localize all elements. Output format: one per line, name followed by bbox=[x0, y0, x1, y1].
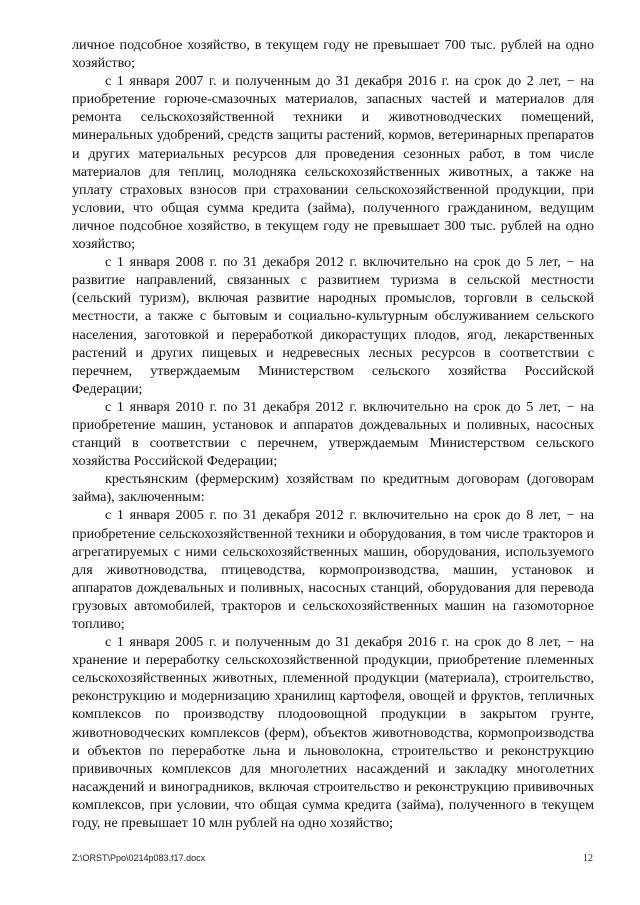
paragraph: с 1 января 2005 г. по 31 декабря 2012 г. включительно на срок до 8 лет, − на приобретение сельскохозяйственной техники и оборудования, в том числе тракторов и агрегатируемых с ними сельскохозяйственных машин, оборудования, используемого для животноводства, птицеводства, кормопроизводства, машин, установок и аппаратов дождевальных и поливных, насосных станций, оборудования для перевода грузовых автомобилей, тракторов и сельскохозяйственных машин на газомоторное топливо; bbox=[72, 507, 594, 632]
paragraph: с 1 января 2007 г. и полученным до 31 декабря 2016 г. на срок до 2 лет, − на приобретение горюче-смазочных материалов, запасных частей и материалов для ремонта сельскохозяйственной техники и животноводческих помещений, минеральных удобрений, средств защиты растений, кормов, ветеринарных препаратов и других материальных ресурсов для проведения сезонных работ, в том числе материалов для теплиц, молодняка сельскохозяйственных животных, а также на уплату страховых взносов при страховании сельскохозяйственной продукции, при условии, что общая сумма кредита (займа), полученного гражданином, ведущим личное подсобное хозяйство, в текущем году не превышает 300 тыс. рублей на одно хозяйство; bbox=[72, 73, 594, 253]
page-number: 12 bbox=[583, 853, 593, 864]
paragraph: личное подсобное хозяйство, в текущем году не превышает 700 тыс. рублей на одно хозяйство; bbox=[72, 37, 594, 72]
paragraph: с 1 января 2010 г. по 31 декабря 2012 г. включительно на срок до 5 лет, − на приобретение машин, установок и аппаратов дождевальных и поливных, насосных станций в соответствии с перечнем, утверждаемым Министерством сельского хозяйства Российской Федерации; bbox=[72, 398, 594, 470]
paragraph: крестьянским (фермерским) хозяйствам по кредитным договорам (договорам займа), заключенным: bbox=[72, 471, 594, 506]
paragraph: с 1 января 2008 г. по 31 декабря 2012 г. включительно на срок до 5 лет, − на развитие направлений, связанных с развитием туризма в сельской местности (сельский туризм), включая развитие народных промыслов, торговли в сельской местности, а также с бытовым и социально-культурным обслуживанием сельского населения, заготовкой и переработкой дикорастущих плодов, ягод, лекарственных растений и других пищевых и недревесных лесных ресурсов в соответствии с перечнем, утверждаемым Министерством сельского хозяйства Российской Федерации; bbox=[72, 254, 594, 397]
footer-file-path: Z:\ORST\Ppo\0214p083.f17.docx bbox=[72, 853, 206, 863]
document-body bbox=[72, 36, 594, 832]
paragraph: с 1 января 2005 г. и полученным до 31 декабря 2016 г. на срок до 8 лет, − на хранение и переработку сельскохозяйственной продукции, приобретение племенных сельскохозяйственных животных, племенной продукции (материала), строительство, реконструкцию и модернизацию хранилищ картофеля, овощей и фруктов, тепличных комплексов по производству плодоовощной продукции в закрытом грунте, животноводческих комплексов (ферм), объектов животноводства, кормопроизводства и объектов по переработке льна и льноволокна, строительство и реконструкцию прививочных комплексов для многолетних насаждений и закладку многолетних насаждений и виноградников, включая строительство и реконструкцию прививочных комплексов, при условии, что общая сумма кредита (займа), полученного в текущем году, не превышает 10 млн рублей на одно хозяйство; bbox=[72, 634, 594, 832]
